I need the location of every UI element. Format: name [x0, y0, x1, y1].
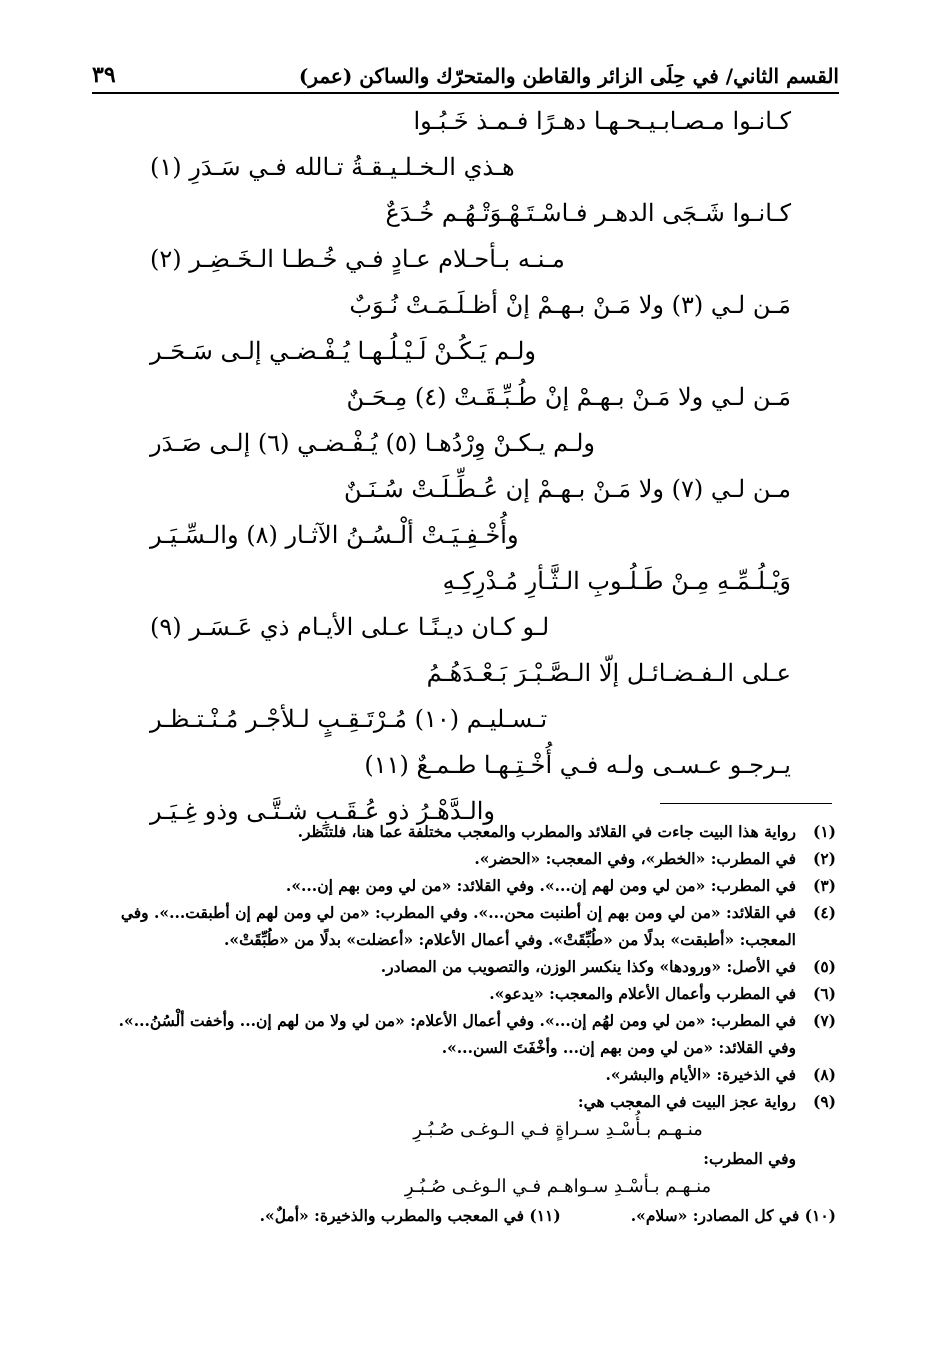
- verse-line: مـنـه بـأحـلام عـادٍ فـي خُـطـا الـخَـضِـر (٢): [150, 245, 565, 273]
- footnote-number: (٤): [812, 903, 836, 922]
- quoted-verse: منـهـم بـأُسْـدِ سـراةٍ فـي الـوغـى صُـبُـرِ: [413, 1119, 703, 1140]
- quoted-verse: منـهـم بـأسْـدِ سـواهـم فـي الـوغـى صُـبُـرِ: [404, 1176, 712, 1197]
- verse-line: ولـم يـكـنْ وِرْدُهـا (٥) يُـفْـضـي (٦) إلـى صَـدَر: [150, 429, 596, 457]
- verse-line: وَيْـلُـمِّـهِ مِـنْ طَـلُـوبِ الـثَّـأرِ مُـدْرِكِـهِ: [442, 567, 791, 595]
- footnote-number: (٥): [812, 957, 836, 976]
- verse-line: مَـن لـي (٣) ولا مَـنْ بـهـمْ إنْ أظـلَـمَـتْ نُـوَبٌ: [349, 291, 791, 319]
- footnote: [100, 1007, 836, 1061]
- footnote-text: في المطرب وأعمال الأعلام والمعجب: «يدعو».: [489, 984, 796, 1003]
- verse-line: كـانـوا مـصـابـيـحـهـا دهـرًا فـمـذ خَـبُـوا: [413, 107, 791, 135]
- footnote-text: رواية عجز البيت في المعجب هي:: [577, 1092, 796, 1111]
- footnote: [100, 818, 836, 845]
- verse-line: ولـم يَـكُـنْ لَـيْـلُـهـا يُـفْـضـي إلـى سَـحَـر: [150, 337, 536, 365]
- verse-line: وأُخْـفِـيَـتْ ألْـسُـنُ الآثـار (٨) والـسِّـيَـر: [150, 521, 519, 549]
- last-footnotes: [100, 1202, 836, 1229]
- footnote-text: في الذخيرة: «الأيام والبشر».: [605, 1065, 796, 1084]
- footnote-text: في المطرب: «من لي ومن لهُم إن...». وفي أعمال الأعلام: «من لي ولا من لهم إن... وأخفت ألْسُنُ...». وفي القلائد: «من لي ومن بهم إن... وأخْفَتَ السن...».: [118, 1011, 796, 1057]
- verse-line: مَـن لـي ولا مَـنْ بـهـمْ إنْ طُـبِّـقَـتْ (٤) مِـحَـنٌ: [346, 383, 791, 411]
- sub-label: وفي المطرب:: [703, 1149, 796, 1168]
- page-number: ٣٩: [92, 62, 116, 88]
- footnote-text: في الأصل: «ورودها» وكذا ينكسر الوزن، والتصويب من المصادر.: [380, 957, 796, 976]
- footnote: [100, 1061, 836, 1088]
- running-header: [92, 48, 839, 94]
- verse-line: كـانـوا شَـجَى الدهـر فـاسْـتَـهْـوَتْـهُـم خُـدَعٌ: [385, 199, 791, 227]
- footnote-text: في المعجب والمطرب والذخيرة: «أملٌ».: [259, 1206, 524, 1225]
- footnote: [100, 899, 836, 953]
- verse-line: عـلى الـفـضـائـل إلّا الـصَّـبْـرَ بَـعْـدَهُـمُ: [426, 659, 791, 687]
- verse-line: هـذي الـخـلـيـقـةُ تـالله فـي سَـدَرِ (١): [150, 153, 515, 181]
- footnote-number: (٢): [812, 849, 836, 868]
- verse-line: لـو كـان ديـنًـا عـلى الأيـام ذي عَـسَـر (٩): [150, 613, 550, 641]
- footnote-number: (٧): [812, 1011, 836, 1030]
- verse-line: والـدَّهْـرُ ذو عُـقَـبٍ شـتَّـى وذو غِـيَـر: [150, 797, 496, 825]
- footnote-number: (٣): [812, 876, 836, 895]
- poem: [150, 98, 791, 834]
- footnote: [100, 953, 836, 980]
- footnote-text: في القلائد: «من لي ومن بهم إن أطنبت محن...». وفي المطرب: «من لي ومن لهم إن أطبقت...». وفي المعجب: «أطبقت» بدلًا من «طُبِّقَتْ». وفي أعمال الأعلام: «أعضلت» بدلًا من «طُبِّقَتْ».: [120, 903, 796, 949]
- footnotes: [100, 818, 836, 1229]
- footnote-number: (١): [812, 822, 836, 841]
- footnote: [260, 1202, 561, 1229]
- verse-line: مـن لـي (٧) ولا مَـنْ بـهـمْ إن عُـطِّـلَـتْ سُـنَـنٌ: [344, 475, 791, 503]
- footnote-number: (٩): [812, 1092, 836, 1111]
- footnote-text: في المطرب: «الخطر»، وفي المعجب: «الحضر».: [474, 849, 796, 868]
- footnote: [631, 1202, 836, 1229]
- footnote-text: رواية هذا البيت جاءت في القلائد والمطرب والمعجب مختلفة عما هنا، فلتنظر.: [297, 822, 796, 841]
- verse-line: تـسـليـم (١٠) مُـرْتَـقِـبٍ لـلأجْـر مُـنْـتـظـر: [150, 705, 548, 733]
- footnote-number: (٦): [812, 984, 836, 1003]
- footnote-number: (٨): [812, 1065, 836, 1084]
- footnote-number: (١١): [529, 1206, 561, 1225]
- footnote: [100, 980, 836, 1007]
- header-title: القسم الثاني/ في حِلَى الزائر والقاطن والمتحرّك والساكن (عمر): [298, 64, 839, 88]
- footnote: [100, 845, 836, 872]
- footnote: [100, 1088, 836, 1115]
- footnote-separator: [660, 803, 832, 804]
- footnote: [100, 872, 836, 899]
- footnote-text: في المطرب: «من لي ومن لهم إن...». وفي القلائد: «من لي ومن بهم إن...».: [285, 876, 796, 895]
- footnote-text: في كل المصادر: «سلام».: [630, 1206, 800, 1225]
- footnote-number: (١٠): [804, 1206, 836, 1225]
- verse-line: يـرجـو عـسـى ولـه فـي أُخْـتِـهـا طـمـعٌ (١١): [364, 751, 791, 779]
